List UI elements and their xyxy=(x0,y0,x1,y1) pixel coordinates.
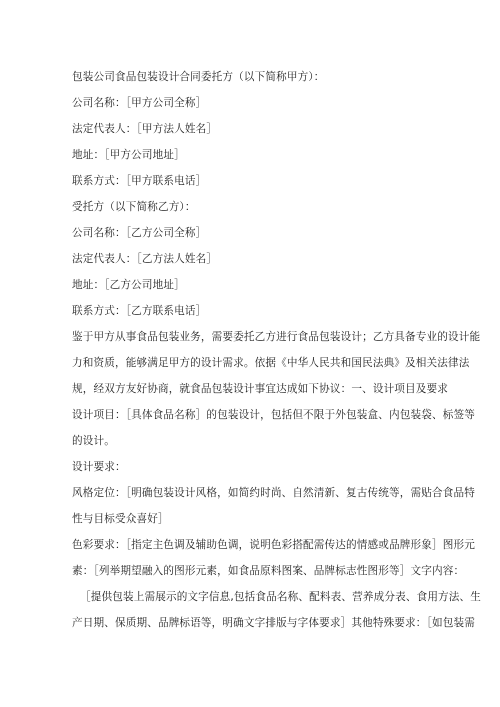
party-b-heading: 受托方（以下简称乙方）： xyxy=(72,201,196,213)
preamble-line-1: 鉴于甲方从事食品包装业务，需要委托乙方进行食品包装设计；乙方具备专业的设计能 xyxy=(72,331,481,343)
design-project-line-1: 设计项目：［具体食品名称］的包装设计，包括但不限于外包装盒、内包装袋、标签等 xyxy=(72,409,475,421)
style-positioning-line-2: 性与目标受众喜好］ xyxy=(72,513,169,525)
preamble-line-2: 力和资质，能够满足甲方的设计需求。依据《中华人民共和国民法典》及相关法律法 xyxy=(72,357,470,369)
party-a-company-name: 公司名称：［甲方公司全称］ xyxy=(72,97,207,109)
style-positioning-line-1: 风格定位：［明确包装设计风格，如简约时尚、自然清新、复古传统等，需贴合食品特 xyxy=(72,487,475,499)
design-project-line-2: 的设计。 xyxy=(72,435,115,447)
party-b-legal-representative: 法定代表人：［乙方法人姓名］ xyxy=(72,253,218,265)
color-requirements-line: 色彩要求：［指定主色调及辅助色调，说明色彩搭配需传达的情感或品牌形象］图形元 xyxy=(72,539,475,551)
preamble-line-3: 规，经双方友好协商，就食品包装设计事宜达成如下协议：一、设计项目及要求 xyxy=(72,383,449,395)
party-b-company-name: 公司名称：［乙方公司全称］ xyxy=(72,227,207,239)
party-b-address: 地址：［乙方公司地址］ xyxy=(72,279,185,291)
text-content-line-1: ［提供包装上需展示的文字信息,包括食品名称、配料表、营养成分表、食用方法、生 xyxy=(80,591,482,603)
contract-title-line: 包装公司食品包装设计合同委托方（以下简称甲方）： xyxy=(72,71,325,83)
party-a-legal-representative: 法定代表人：［甲方法人姓名］ xyxy=(72,123,218,135)
text-content-line-2: 产日期、保质期、品牌标语等，明确文字排版与字体要求］其他特殊要求：［如包装需 xyxy=(72,617,475,629)
party-a-address: 地址：［甲方公司地址］ xyxy=(72,149,185,161)
graphic-elements-line: 素：［列举期望融入的图形元素，如食品原料图案、品牌标志性图形等］文字内容： xyxy=(72,565,465,577)
party-a-contact: 联系方式：［甲方联系电话］ xyxy=(72,175,207,187)
design-requirements-heading: 设计要求： xyxy=(72,461,126,473)
party-b-contact: 联系方式：［乙方联系电话］ xyxy=(72,305,207,317)
